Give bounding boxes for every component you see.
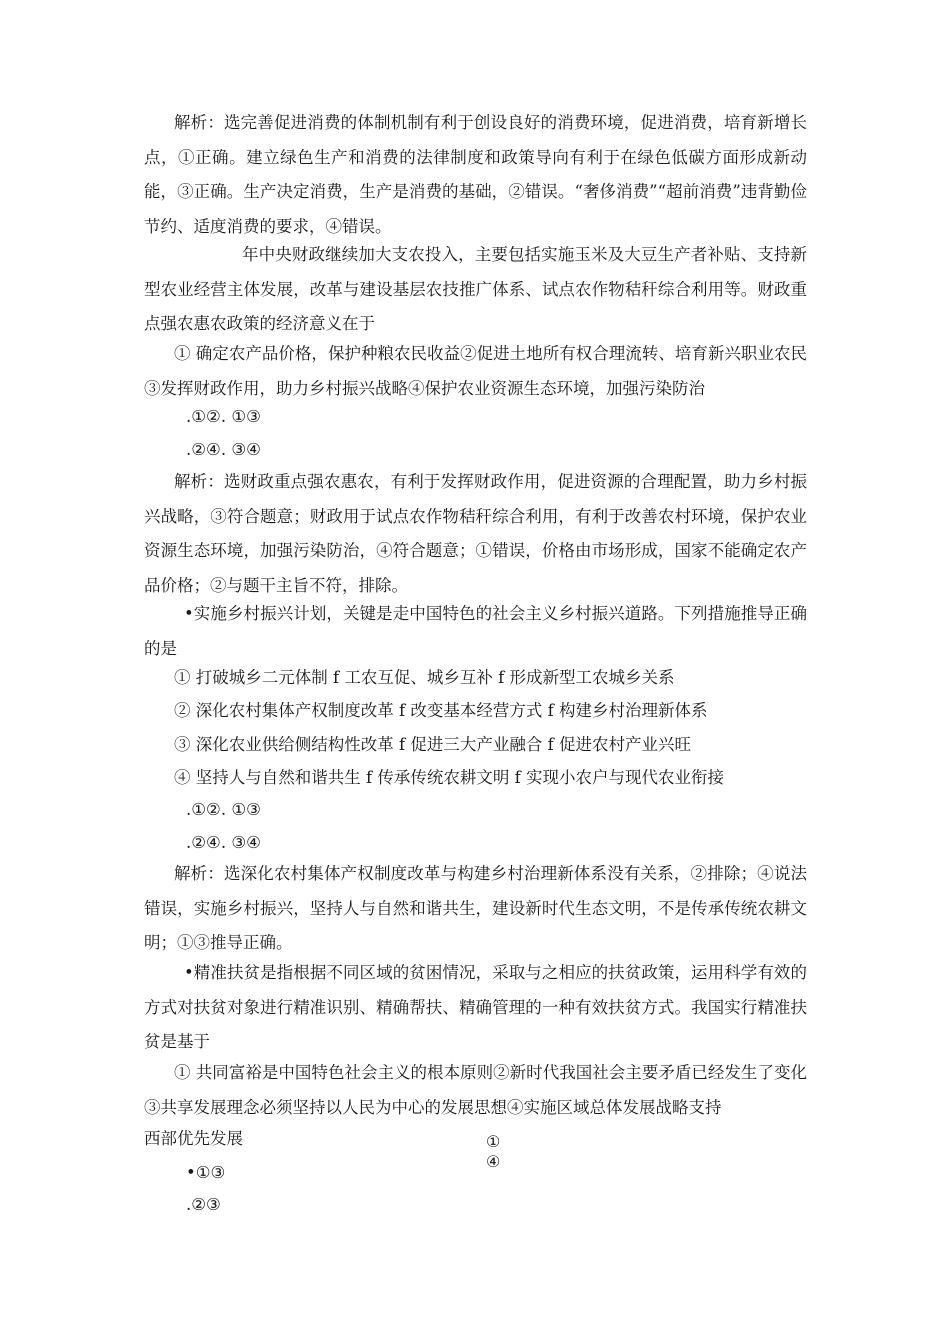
q3-stem: •实施乡村振兴计划，关键是走中国特色的社会主义乡村振兴道路。下列措施推导正确的是 — [144, 604, 807, 658]
q1-analysis: 解析：选完善促进消费的体制机制有利于创设良好的消费环境，促进消费，培育新增长点，①正确。建立绿色生产和消费的法律制度和政策导向有利于在绿色低碳方面形成新动能，③正确。生产决定消费，生产是消费的基础，②错误。“奢侈消费”“超前消费”违背勤俭节约、适度消费的要求，④错误。 — [144, 113, 807, 236]
q2-choice-row-1: .①②. ①③ — [186, 407, 261, 426]
q3-option-4: ④ 坚持人与自然和谐共生 f 传承传统农耕文明 f 实现小农户与现代农业衔接 — [174, 768, 724, 787]
q4-choice-row-1: •①③ — [186, 1163, 226, 1182]
q4-options-tail: 西部优先发展 — [144, 1129, 243, 1148]
q3-option-3: ③ 深化农业供给侧结构性改革 f 促进三大产业融合 f 促进农村产业兴旺 — [174, 735, 691, 754]
q2-options: ① 确定农产品价格，保护种粮农民收益②促进土地所有权合理流转、培育新兴职业农民③发挥财政作用，助力乡村振兴战略④保护农业资源生态环境，加强污染防治 — [144, 344, 807, 398]
q3-option-1: ① 打破城乡二元体制 f 工农互促、城乡互补 f 形成新型工农城乡关系 — [174, 668, 675, 687]
q3-option-2: ② 深化农村集体产权制度改革 f 改变基本经营方式 f 构建乡村治理新体系 — [174, 701, 708, 720]
q2-stem: 年中央财政继续加大支农投入，主要包括实施玉米及大豆生产者补贴、支持新型农业经营主体发展，改革与建设基层农技推广体系、试点农作物秸秆综合利用等。财政重点强农惠农政策的经济意义在于 — [144, 245, 807, 333]
q3-analysis: 解析：选深化农村集体产权制度改革与构建乡村治理新体系没有关系，②排除；④说法错误，实施乡村振兴，坚持人与自然和谐共生，建设新时代生态文明，不是传承传统农耕文明；①③推导正确。 — [144, 864, 807, 952]
q4-choice-row-2: .②③ — [186, 1195, 221, 1214]
q3-choice-row-2: .②④. ③④ — [186, 833, 261, 852]
q4-side-marker-2: ④ — [486, 1152, 501, 1171]
q4-options: ① 共同富裕是中国特色社会主义的根本原则②新时代我国社会主要矛盾已经发生了变化③共享发展理念必须坚持以人民为中心的发展思想④实施区域总体发展战略支持 — [144, 1063, 807, 1117]
q2-analysis: 解析：选财政重点强农惠农，有利于发挥财政作用，促进资源的合理配置，助力乡村振兴战略，③符合题意；财政用于试点农作物秸秆综合利用，有利于改善农村环境，保护农业资源生态环境，加强污染防治，④符合题意；①错误，价格由市场形成，国家不能确定农产品价格；②与题干主旨不符，排除。 — [144, 472, 807, 595]
q3-choice-row-1: .①②. ①③ — [186, 800, 261, 819]
q4-stem: •精准扶贫是指根据不同区域的贫困情况，采取与之相应的扶贫政策，运用科学有效的方式对扶贫对象进行精准识别、精确帮扶、精确管理的一种有效扶贫方式。我国实行精准扶贫是基于 — [144, 963, 807, 1051]
q2-choice-row-2: .②④. ③④ — [186, 440, 261, 459]
q4-side-marker-1: ① — [486, 1132, 501, 1151]
